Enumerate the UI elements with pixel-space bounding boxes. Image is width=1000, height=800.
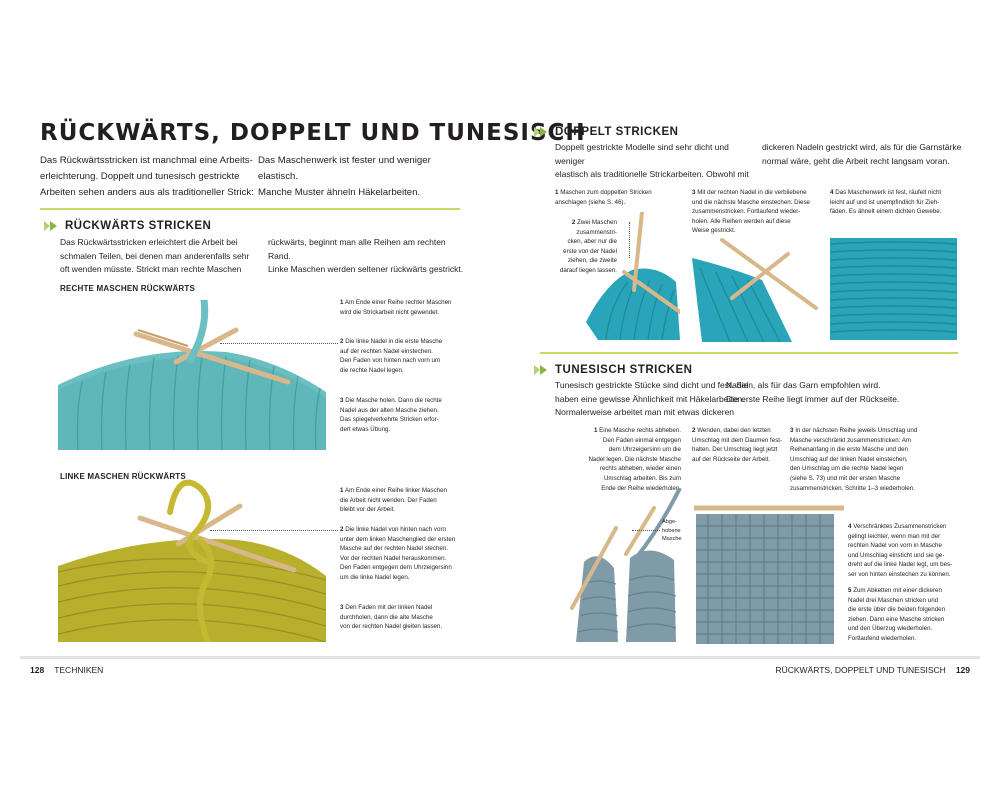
knit-step-3: 3 Die Masche holen. Dann die rechte Nadel aus der alten Masche ziehen. Das spiegelverkehrte Stricken erfor- dert etwas Übung. — [340, 397, 442, 433]
subheading-linke-maschen: LINKE MASCHEN RÜCKWÄRTS — [60, 472, 186, 481]
tunesisch-step-2: 2 Wenden, dabei den letzten Umschlag mit dem Daumen fest- halten. Der Umschlag liegt jetzt auf der Rückseite der Arbeit. — [692, 427, 783, 463]
section-rule — [540, 352, 958, 354]
body-line: Nadeln, als für das Garn empfohlen wird. — [726, 380, 881, 390]
footer-rule — [20, 656, 980, 659]
tunesisch-step-1: 1 Eine Masche rechts abheben. Den Faden einmal entgegen dem Uhrzeigersinn um die Nadel legen. Die nächste Masche rechts abheben, wieder einen Umschlag arbeiten. Bis zum Ende der Reihe wiederholen. — [588, 427, 681, 492]
body-line: rückwärts, beginnt man alle Reihen am rechten Rand. — [268, 237, 446, 261]
body-line: Die erste Reihe liegt immer auf der Rückseite. — [726, 393, 900, 404]
tunesisch-step-4: 4 Verschränktes Zusammenstricken gelingt leichter, wenn man mit der rechten Nadel von vorn in Masche und Umschlag einsticht und sie ge- dreht auf die linke Nadel legt, um bes- ser von hinten einstechen zu können. — [848, 523, 953, 578]
doppelt-illustration-2 — [692, 238, 820, 342]
page-title: RÜCKWÄRTS, DOPPELT UND TUNESISCH — [40, 120, 586, 146]
tunesisch-col1 — [555, 379, 755, 420]
arrow-icon — [540, 127, 547, 137]
body-line: Tunesisch gestrickte Stücke sind dicht und fest. Sie — [555, 380, 749, 390]
body-line: Linke Maschen werden seltener rückwärts gestrickt. — [268, 264, 464, 274]
page-number: 129 — [955, 665, 970, 675]
intro-col1 — [40, 153, 255, 201]
doppelt-col2 — [762, 141, 972, 168]
body-line: Normalerweise arbeitet man mit etwas dickeren — [555, 407, 735, 417]
tunesisch-fabric-illustration — [694, 498, 844, 644]
footer-left — [30, 665, 103, 675]
purl-step-1: 1 Am Ende einer Reihe linker Maschen die Arbeit nicht wenden. Der Faden bleibt vor der Arbeit. — [340, 487, 447, 514]
doppelt-step-2: 2 Zwei Maschen zusammenstri- cken, aber nur die erste von der Nadel ziehen, die zweite darauf liegen lassen. — [559, 219, 617, 274]
body-line: schmalen Teilen, bei denen man anderenfalls sehr — [60, 250, 250, 261]
tunesisch-col2 — [726, 379, 956, 406]
body-line: Das Rückwärtsstricken erleichtert die Arbeit bei — [60, 237, 238, 247]
intro-line: Das Maschenwerk ist fester und weniger elastisch. — [258, 155, 431, 182]
purl-step-3: 3 Den Faden mit der linken Nadel durchholen, dann die alte Masche von der rechten Nadel gleiten lassen. — [340, 604, 443, 631]
leader-line — [632, 530, 660, 531]
footer-label: TECHNIKEN — [54, 665, 104, 675]
body-line: haben eine gewisse Ähnlichkeit mit Häkelarbeiten. — [555, 393, 745, 404]
section-heading-rueckwaerts: RÜCKWÄRTS STRICKEN — [50, 220, 211, 232]
intro-col2 — [258, 153, 473, 201]
leader-line — [220, 343, 338, 344]
page-number: 128 — [30, 665, 45, 675]
body-line: oft wenden müsste. Strickt man rechte Maschen — [60, 264, 242, 274]
callout-abgehobene-masche: Abge- hobene Masche — [662, 519, 682, 543]
purl-backwards-illustration — [58, 466, 326, 642]
body-line: normal wäre, geht die Arbeit recht langsam voran. — [762, 155, 950, 166]
tunesisch-step-3: 3 In der nächsten Reihe jeweils Umschlag und Masche verschränkt zusammenstricken: Am Reihenanfang in die erste Masche und den Umschlag auf der linken Nadel einstechen, den Umschlag um die rechte Nadel legen (siehe S. 73) und mit der ersten Masche zusammenstricken. Schritte 1–3 wiederholen. — [790, 427, 918, 492]
doppelt-step-1: 1 Maschen zum doppelten Stricken anschlagen (siehe S. 46). — [555, 189, 652, 206]
knit-backwards-illustration — [58, 300, 326, 450]
body-line: dickeren Nadeln gestrickt wird, als für die Garnstärke — [762, 142, 962, 152]
section-col1 — [60, 236, 260, 277]
body-line: elastisch als traditionelle Strickarbeiten. Obwohl mit — [555, 169, 749, 179]
doppelt-col1 — [555, 141, 755, 182]
doppelt-fabric-swatch — [830, 238, 957, 340]
section-rule — [40, 208, 460, 210]
doppelt-step-3: 3 Mit der rechten Nadel in die verbliebene und die nächste Masche einstechen. Diese zusammenstricken. Fortlaufend wieder- holen. Alle Reihen werden auf diese Weise gestrickt. — [692, 189, 810, 235]
intro-line: Das Rückwärtsstricken ist manchmal eine Arbeits- — [40, 155, 253, 166]
arrow-icon — [50, 221, 57, 231]
arrow-icon — [540, 365, 547, 375]
tunesisch-step-5: 5 Zum Abketten mit einer dickeren Nadel drei Maschen stricken und die erste über die beiden folgenden ziehen. Dann eine Masche stricken und den Überzug wiederholen. Fortlaufend wiederholen. — [848, 587, 946, 642]
tunesisch-illustration-1 — [570, 488, 682, 642]
footer-label: RÜCKWÄRTS, DOPPELT UND TUNESISCH — [775, 665, 946, 675]
doppelt-illustration-1 — [576, 212, 680, 340]
purl-step-2: 2 Die linke Nadel von hinten nach vorn unter dem linken Maschenglied der ersten Masche auf der rechten Nadel stechen. Vor der rechten Nadel herauskommen. Den Faden entgegen dem Uhrzeigersinn um die linke Nadel legen. — [340, 526, 456, 581]
footer-right — [775, 665, 970, 675]
body-line: Doppelt gestrickte Modelle sind sehr dicht und weniger — [555, 142, 729, 166]
section-col2 — [268, 236, 468, 277]
subheading-rechte-maschen: RECHTE MASCHEN RÜCKWÄRTS — [60, 284, 196, 293]
intro-line: Manche Muster ähneln Häkelarbeiten. — [258, 187, 421, 198]
doppelt-step-4: 4 Das Maschenwerk ist fest, räufelt nicht leicht auf und ist unempfindlich für Zieh- fäden. Es ähnelt einem dichten Gewebe. — [830, 189, 942, 216]
intro-line: Arbeiten sehen anders aus als traditioneller Strick: — [40, 187, 254, 198]
knit-step-1: 1 Am Ende einer Reihe rechter Maschen wird die Strickarbeit nicht gewendet. — [340, 299, 452, 316]
section-heading-tunesisch: TUNESISCH STRICKEN — [540, 364, 692, 376]
section-heading-doppelt: DOPPELT STRICKEN — [540, 126, 678, 138]
knit-step-2: 2 Die linke Nadel in die erste Masche auf der rechten Nadel einstechen. Den Faden von hinten nach vorn um die rechte Nadel legen. — [340, 338, 443, 374]
leader-line — [210, 530, 338, 531]
intro-line: erleichterung. Doppelt und tunesisch gestrickte — [40, 171, 240, 182]
